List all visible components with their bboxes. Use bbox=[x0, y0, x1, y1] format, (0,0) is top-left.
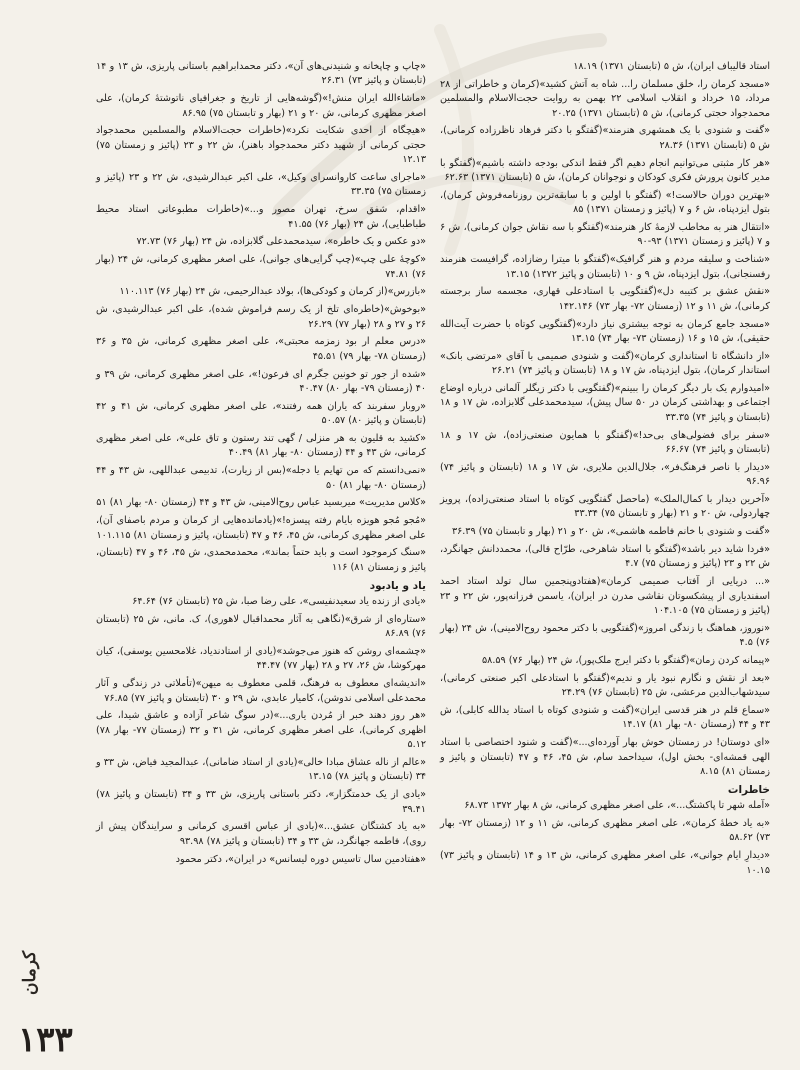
right-column-entry: «امیدوارم یک بار دیگر کرمان را ببینم»(گفتگویی با دکتر زیگلر آلمانی درباره اوضاع اجتماعی و بهداشتی کرمان در ۵۰ سال پیش)، سیدمحمدعلی گلابزاده، ش ۱۷ و ۱۸ (تابستان و پائیز ۷۴) ۳۳.۳۵ bbox=[440, 383, 770, 423]
right-column-entry: «گفت و شنودی با یک همشهری هنرمند»(گفتگو با دکتر فرهاد ناظرزاده کرمانی)، ش ۵ (تابستان ۱۳۷۱) ۲۸.۳۶ bbox=[440, 125, 770, 151]
page-number: ۱۳۳ bbox=[18, 1020, 73, 1060]
right-column-entry: «دیدارِ ایام جوانی»، علی اصغر مظهری کرمانی، ش ۱۳ و ۱۴ (تابستان و پائیز ۷۳) ۱۰.۱۵ bbox=[440, 850, 771, 876]
left-column-entry: «به یاد کشتگان عشق...»(یادی از عباس اقسری کرمانی و سرایندگان پیش از روی)، فاطمه جهانگرد، ش ۳۳ و ۳۴ (تابستان و پائیز ۷۸) ۹۳.۹۸ bbox=[96, 821, 426, 847]
right-column-entry: «بعد از نقش و نگارم نبود یار و ندیم»(گفتگو با استادعلی اکبر صنعتی کرمانی)، سیدشهاب‌الدین مرعشی، ش ۲۵ (تابستان ۷۶) ۲۴.۲۹ bbox=[440, 672, 770, 699]
right-column-entry: «از دانشگاه تا استانداری کرمان»(گفت و شنودی صمیمی با آقای «مرتضی بانک» استاندار کرمان)، بتول ایزدپناه، ش ۱۷ و ۱۸ (تابستان و پائیز ۷۴) ۲۶.۲۱ bbox=[440, 350, 770, 377]
left-column-entry: «اندیشه‌ای معطوف به فرهنگ، قلمی معطوف به میهن»(تأملاتی در زندگی و آثار محمدعلی اسلامی ندوشن)، کامیار عابدی، ش ۲۹ و ۳۰ (تابستان و پائیز ۷۷) ۷۶.۸۵ bbox=[96, 678, 426, 704]
right-column-entry: «... دریایی از آفتاب صمیمی کرمان»(هفتادوپنجمین سال تولد استاد احمد اسفندیاری از پیشکسوتان نقاشی مدرن در ایران)، یاسمن فرزانه‌پور، ش ۲۲ و ۲۳ (پائیز و زمستان ۷۵) ۱۰۴.۱۰۵ bbox=[440, 576, 771, 617]
left-column-entry: «ماشاءالله ایران منش!»(گوشه‌هایی از تاریخ و جغرافیای ناتوشتهٔ کرمان)، علی اصغر مظهری کرمانی، ش ۲۰ و ۲۱ (بهار و تابستان ۷۵) ۸۶.۹۵ bbox=[96, 93, 426, 119]
right-column-entry: «دیدار با ناصر فرهنگ‌فر»، جلال‌الدین ملایری، ش ۱۷ و ۱۸ (تابستان و پائیز ۷۴) ۹۶.۹۶ bbox=[440, 461, 770, 488]
left-column-entry: «بوخوش»(خاطره‌ای تلخ از یک رسم فراموش شده)، علی اکبر عبدالرشیدی، ش ۲۶ و ۲۷ و ۲۸ (بهار ۷۷) ۲۶.۲۹ bbox=[96, 304, 426, 330]
right-column-entry: «سماع قلم در هنر قدسی ایران»(گفت و شنودی کوتاه با استاد یدالله کابلی)، ش ۴۳ و ۴۴ (زمستان ۸۰- بهار ۸۱) ۱۴.۱۷ bbox=[440, 705, 770, 731]
left-column-section-heading: یاد و یادبود bbox=[369, 579, 426, 592]
magazine-logo: کرمان bbox=[20, 950, 40, 996]
right-column-entry: «نقش عشق بر کتیبه دل»(گفتگویی با استادعلی قهاری، مجسمه ساز برجسته کرمانی)، ش ۱۱ و ۱۲ (زمستان ۷۲- بهار ۷۳) ۱۴۲.۱۴۶ bbox=[440, 286, 770, 312]
right-column-entry: «گفت و شنودی با خانم فاطمه هاشمی»، ش ۲۰ و ۲۱ (بهار و تابستان ۷۵) ۳۶.۳۹ bbox=[451, 526, 770, 538]
right-column-entry: استاد قالیباف ایران)، ش ۵ (تابستان ۱۳۷۱) ۱۸.۱۹ bbox=[573, 61, 770, 72]
left-column bbox=[96, 60, 426, 870]
left-column-entry: «عالم از ناله عشاق مبادا خالی»(یادی از استاد ضامانی)، عبدالمجید فیاض، ش ۳۳ و ۳۴ (تابستان و پائیز ۷۸) ۱۳.۱۵ bbox=[96, 757, 426, 783]
left-column-entry: «هر روز دهند خبر از مُردن یاری...»(در سوگ شاعر آزاده و عاشق شیدا، علی اظهری کرمانی)، علی اصغر مظهری کرمانی، ش ۳۱ و ۳۲ (زمستان ۷۷- بهار ۷۸) ۵.۱۲ bbox=[96, 710, 427, 751]
left-column-entry: «چاپ و چاپخانه و شنیدنی‌های آن»، دکتر محمدابراهیم باستانی پاریزی، ش ۱۳ و ۱۴ (تابستان و پائیز ۷۳) ۲۶.۳۱ bbox=[96, 61, 426, 87]
left-column-entry: «دو عکس و یک خاطره»، سیدمحمدعلی گلابزاده، ش ۲۴ (بهار ۷۶) ۷۲.۷۳ bbox=[136, 236, 426, 248]
right-column-section-heading: خاطرات bbox=[727, 783, 770, 796]
left-column-entry: «نمی‌دانستم که من تهایم یا دجله»(بس از زیارت)، تدبیمی عبداللهی، ش ۴۳ و ۴۴ (زمستان ۸۰- بهار ۸۱) ۵۰ bbox=[96, 465, 427, 491]
left-column-entry: «سنگ کرموجود است و باید حتماً بماند»، محمدمحمدی، ش ۴۵، ۴۶ و ۴۷ (تابستان، پائیز و زمستان ۸۱) ۱۱۶ bbox=[96, 547, 426, 573]
right-column-entry: «شناخت و سلیقه مردم و هنر گرافیک»(گفتگو با میترا رضازاده، گرافیست هنرمند رفسنجانی)، بتول ایزدپناه، ش ۹ و ۱۰ (تابستان و پائیز ۱۳۷۲) ۱۳.۱۵ bbox=[440, 254, 770, 280]
left-column-entry: «هیچگاه از احدی شکایت نکرد»(خاطرات حجت‌الاسلام والمسلمین محمدجواد حجتی کرمانی از شهید دکتر محمدجواد باهنر)، ش ۲۲ و ۲۳ (پائیز و زمستان ۷۵) ۱۲.۱۳ bbox=[96, 125, 426, 166]
left-column-entry: «درس معلم ار بود زمزمه محبتی»، علی اصغر مظهری کرمانی، ش ۳۵ و ۳۶ (زمستان ۷۸- بهار ۷۹) ۴۵.۵۱ bbox=[96, 336, 427, 362]
left-column-entry: «هفتادمین سال تاسیس دوره لیسانس» در ایران»، دکتر محمود bbox=[175, 853, 426, 865]
right-column-entry: «آخرین دیدار با کمال‌الملک» (ماحصل گفتگویی کوتاه با استاد صنعتی‌زاده)، پرویز چهاردولی، ش ۲۰ و ۲۱ (بهار و تابستان ۷۵) ۳۳.۳۴ bbox=[440, 494, 770, 520]
right-column-entry: «هر کار مثبتی می‌توانیم انجام دهیم اگر فقط اندکی بودجه داشته باشیم»(گفتگو با مدیر کانون پرورش فکری کودکان و نوجوانان کرمان)، ش ۵ (تابستان ۱۳۷۱) ۶۲.۶۳ bbox=[440, 157, 770, 184]
right-column-entry: «نوروز، هماهنگ با زندگی امروز»(گفتگویی با دکتر محمود روح‌الامینی)، ش ۲۴ (بهار ۷۶) ۴.۵ bbox=[440, 622, 770, 649]
left-column-entry: «کشید به قلیون به هر منزلی / گهی تند رستون و تاق علی»، علی اصغر مظهری کرمانی، ش ۴۳ و ۴۴ (زمستان ۸۰- بهار ۸۱) ۴۰.۴۹ bbox=[96, 433, 426, 459]
left-column-entry: «روبار سفربند که یاران همه رفتند»، علی اصغر مظهری کرمانی، ش ۴۱ و ۴۲ (تابستان و پائیز ۸۰) ۵۰.۵۷ bbox=[96, 400, 426, 427]
left-column-entry: «یادی از یک خدمتگزار»، دکتر باستانی پاریزی، ش ۳۳ و ۳۴ (تابستان و پائیز ۷۸) ۳۹.۴۱ bbox=[96, 789, 426, 815]
left-column-entry: «کلاس مدیریت» میربسید عباس روح‌الامینی، ش ۴۳ و ۴۴ (زمستان ۸۰- بهار ۸۱) ۵۱ bbox=[96, 497, 426, 509]
right-column-entry: «سفر برای فضولی‌های بی‌حد!»(گفتگو با همایون صنعتی‌زاده)، ش ۱۷ و ۱۸ (تابستان و پائیز ۷۴) ۶۶.۶۷ bbox=[440, 429, 770, 456]
right-column-entry: «به یاد خطهٔ کرمان»، علی اصغر مظهری کرمانی، ش ۱۱ و ۱۲ (زمستان ۷۲- بهار ۷۳) ۵۸.۶۲ bbox=[440, 818, 770, 844]
right-column-entry: «انتقال هنر به مخاطب لازمهٔ کار هنرمند»(گفتگو با سه نقاش جوان کرمانی)، ش ۶ و ۷ (پائیز و زمستان ۱۳۷۱) ۹۳-۹۰ bbox=[440, 222, 770, 248]
left-column-entry: «مُجو مُجو هویزه بایام رفته پیسزه!»(یادمانده‌هایی از کرمان و مردم باصفای آن)، علی اصغر مظهری کرمانی، ش ۴۵، ۴۶ و ۴۷ (تابستان، پائیز و زمستان ۸۱) ۱۰۱.۱۱۵ bbox=[96, 515, 426, 541]
right-column-entry: «فردا شاید دیر باشد»(گفتگو با استاد شاهرخی، طرّاح قالی)، محمددانش جهانگرد، ش ۲۲ و ۲۳ (پائیز و زمستان ۷۵) ۴.۷ bbox=[440, 544, 770, 570]
right-column-entry: «پیمانه کردن زمان»(گفتگو با دکتر ایرج ملک‌پور)، ش ۲۴ (بهار ۷۶) ۵۸.۵۹ bbox=[482, 655, 770, 667]
right-column-entry: «مسجد جامع کرمان به توجه بیشتری نیاز دارد»(گفتگویی کوتاه با حضرت آیت‌الله حقیقی)، ش ۱۵ و ۱۶ (زمستان ۷۳- بهار ۷۴) ۱۳.۱۵ bbox=[440, 318, 770, 345]
left-column-entry: «بازرس»(از کرمان و کودکی‌ها)، بولاد عبدالرحیمی، ش ۲۴ (بهار ۷۶) ۱۱۰.۱۱۳ bbox=[119, 286, 426, 298]
left-column-entry: «چشمه‌ای روشن که هنوز می‌جوشد»(یادی از استادندیاد، غلامحسین یوسفی)، کیان مهرکوشا، ش ۲۶، ۲۷ و ۲۸ (بهار ۷۷) ۴۴.۴۷ bbox=[96, 646, 426, 672]
left-column-entry: «یادی از زنده یاد سعیدنفیسی»، علی رضا صبا، ش ۲۵ (تابستان ۷۶) ۶۴.۶۴ bbox=[132, 596, 426, 608]
right-column bbox=[440, 60, 770, 881]
left-column-entry: «کوچهٔ علی چپ»(چپ گرایی‌های جوانی)، علی اصغر مظهری کرمانی، ش ۲۴ (بهار ۷۶) ۷۴.۸۱ bbox=[96, 254, 426, 280]
left-column-entry: «ماجرای ساعت کاروانسرای وکیل»، علی اکبر عبدالرشیدی، ش ۲۲ و ۲۳ (پائیز و زمستان ۷۵) ۳۳.۳۵ bbox=[96, 172, 426, 198]
right-column-entry: «مسجد کرمان را، خلق مسلمان را... شاه به آتش کشید»(کرمان و خاطراتی از ۲۸ مرداد، ۱۵ خرداد و انقلاب اسلامی ۲۲ بهمن به روایت حجت‌الاسلام والمسلمین محمدجواد حجتی کرمانی)، ش ۵ (تابستان ۱۳۷۱) ۲۰.۲۵ bbox=[440, 78, 770, 119]
left-column-entry: «ستاره‌ای از شرق»(نگاهی به آثار محمداقبال لاهوری)، ک. مانی، ش ۲۵ (تابستان ۷۶) ۸۶.۸۹ bbox=[96, 613, 426, 640]
right-column-entry: «ای دوستان! در زمستان خوش بهار آورده‌ای...»(گفت و شنود اختصاصی با استاد الهی قمشه‌ای- بخش اول)، سیداحمد سام، ش ۴۵، ۴۶ و ۴۷ (تابستان و پائیز و زمستان ۸۱) ۸.۱۵ bbox=[440, 737, 770, 778]
right-column-entry: «بهترین دوران حالاست!» (گفتگو با اولین و با سابقه‌ترین روزنامه‌فروش کرمان)، بتول ایزدپناه، ش ۶ و ۷ (پائیز و زمستان ۱۳۷۱) ۸۵ bbox=[440, 189, 770, 216]
right-column-entry: «آمله شهر تا پاکشتگ...»، علی اصغر مظهری کرمانی، ش ۸ بهار ۱۳۷۲ ۶۸.۷۳ bbox=[464, 800, 770, 812]
left-column-entry: «شده از جور تو خونین جگرم ای فرعون!»، علی اصغر مظهری کرمانی، ش ۳۹ و ۴۰ (زمستان ۷۹- بهار ۸۰) ۴۰.۴۷ bbox=[96, 368, 426, 395]
left-column-entry: «اقدام، شفق سرخ، تهران مصور و...»(خاطرات مطبوعاتی استاد محیط طباطبایی)، ش ۲۴ (بهار ۷۶) ۴۱.۵۵ bbox=[96, 204, 426, 230]
